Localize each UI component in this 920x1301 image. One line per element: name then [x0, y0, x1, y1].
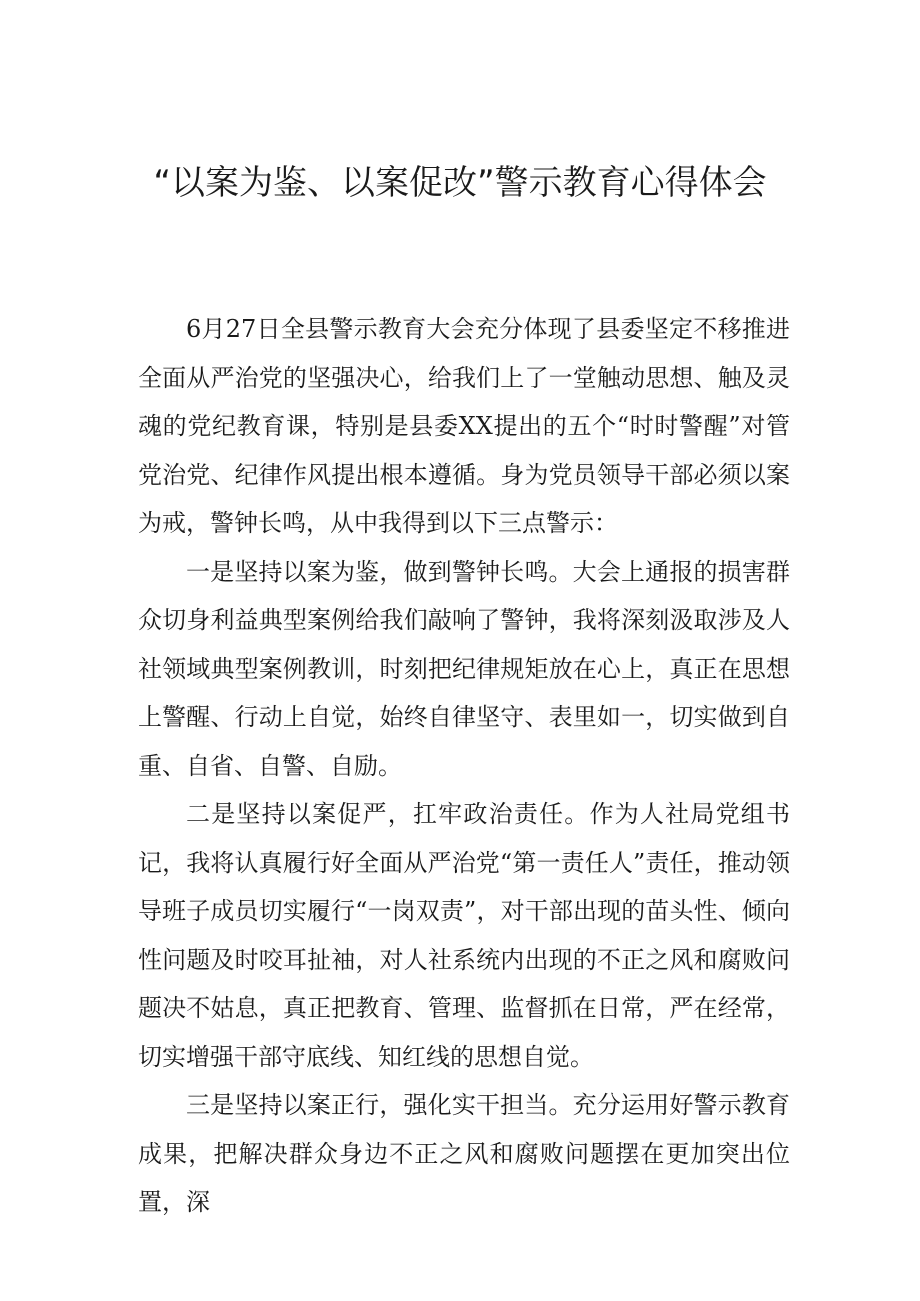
document-body: [138, 305, 790, 1227]
document-title: “以案为鉴、以案促改”警示教育心得体会: [153, 163, 767, 203]
paragraph-point-one: 一是坚持以案为鉴，做到警钟长鸣。大会上通报的损害群众切身利益典型案例给我们敲响了警钟，我将深刻汲取涉及人社领域典型案例教训，时刻把纪律规矩放在心上，真正在思想上警醒、行动上自觉，始终自律坚守、表里如一，切实做到自重、自省、自警、自励。: [138, 557, 790, 780]
paragraph-point-two: 二是坚持以案促严，扛牢政治责任。作为人社局党组书记，我将认真履行好全面从严治党“第一责任人”责任，推动领导班子成员切实履行“一岗双责”，对干部出现的苗头性、倾向性问题及时咬耳扯袖，对人社系统内出现的不正之风和腐败问题决不姑息，真正把教育、管理、监督抓在日常，严在经常，切实增强干部守底线、知红线的思想自觉。: [138, 800, 790, 1071]
paragraph-point-three: 三是坚持以案正行，强化实干担当。充分运用好警示教育成果，把解决群众身边不正之风和腐败问题摆在更加突出位置，深: [138, 1091, 790, 1216]
paragraph-intro: 6月27日全县警示教育大会充分体现了县委坚定不移推进全面从严治党的坚强决心，给我们上了一堂触动思想、触及灵魂的党纪教育课，特别是县委XX提出的五个“时时警醒”对管党治党、纪律作风提出根本遵循。身为党员领导干部必须以案为戒，警钟长鸣，从中我得到以下三点警示：: [138, 315, 790, 537]
